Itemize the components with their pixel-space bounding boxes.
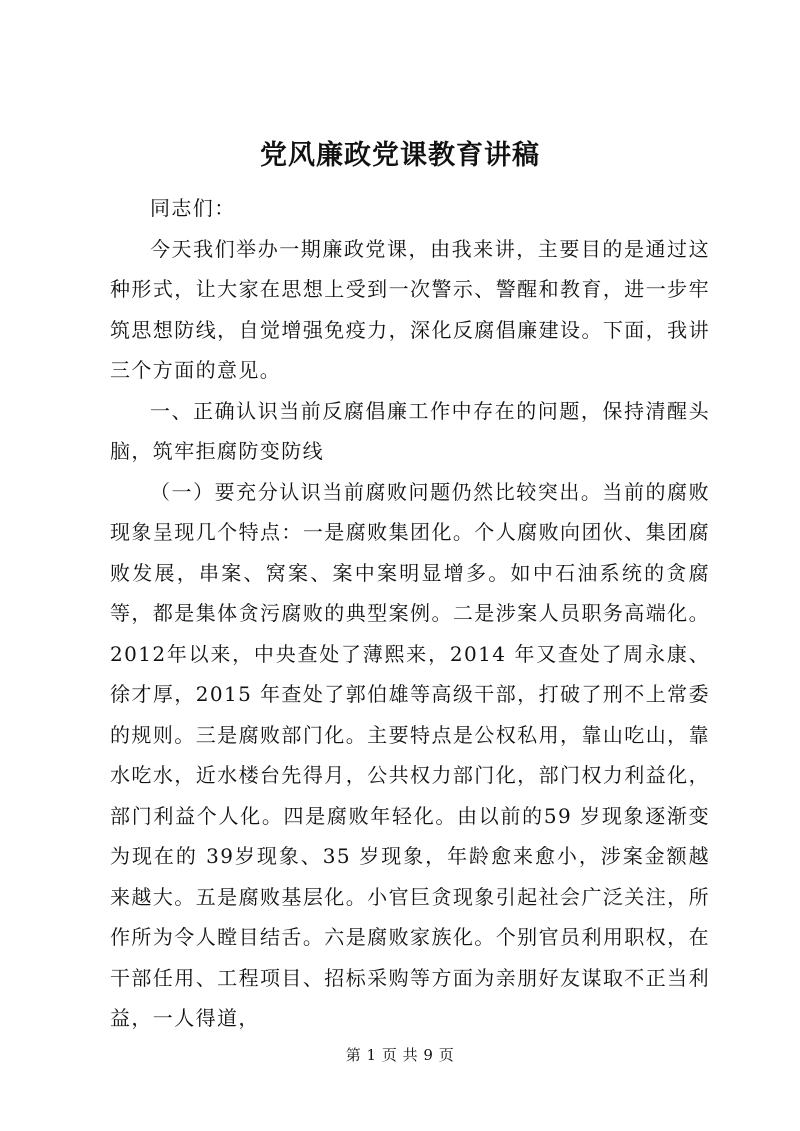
document-title: 党风廉政党课教育讲稿: [260, 140, 540, 171]
page-footer: 第 1 页 共 9 页: [345, 1046, 455, 1064]
paragraph-salutation: 同志们：: [150, 196, 236, 220]
paragraph-section-heading: 一、正确认识当前反腐倡廉工作中存在的问题，保持清醒头脑，筑牢拒腐防变防线: [110, 398, 710, 463]
document-body: [110, 188, 710, 1039]
paragraph-subsection: （一）要充分认识当前腐败问题仍然比较突出。当前的腐败现象呈现几个特点：一是腐败集团化。个人腐败向团伙、集团腐败发展，串案、窝案、案中案明显增多。如中石油系统的贪腐等，都是集体贪污腐败的典型案例。二是涉案人员职务高端化。2012年以来，中央查处了薄熙来，2014 年又查处了周永康、徐才厚，2015 年查处了郭伯雄等高级干部，打破了刑不上常委的规则。三是腐败部门化。主要特点是公权私用，靠山吃山，靠水吃水，近水楼台先得月，公共权力部门化，部门权力利益化，部门利益个人化。四是腐败年轻化。由以前的59 岁现象逐渐变为现在的 39岁现象、35 岁现象，年龄愈来愈小，涉案金额越来越大。五是腐败基层化。小官巨贪现象引起社会广泛关注，所作所为令人瞠目结舌。六是腐败家族化。个别官员利用职权，在干部任用、工程项目、招标采购等方面为亲朋好友谋取不正当利益，一人得道，: [110, 479, 710, 1030]
paragraph-intro: 今天我们举办一期廉政党课，由我来讲，主要目的是通过这种形式，让大家在思想上受到一次警示、警醒和教育，进一步牢筑思想防线，自觉增强免疫力，深化反腐倡廉建设。下面，我讲三个方面的意见。: [110, 236, 710, 382]
